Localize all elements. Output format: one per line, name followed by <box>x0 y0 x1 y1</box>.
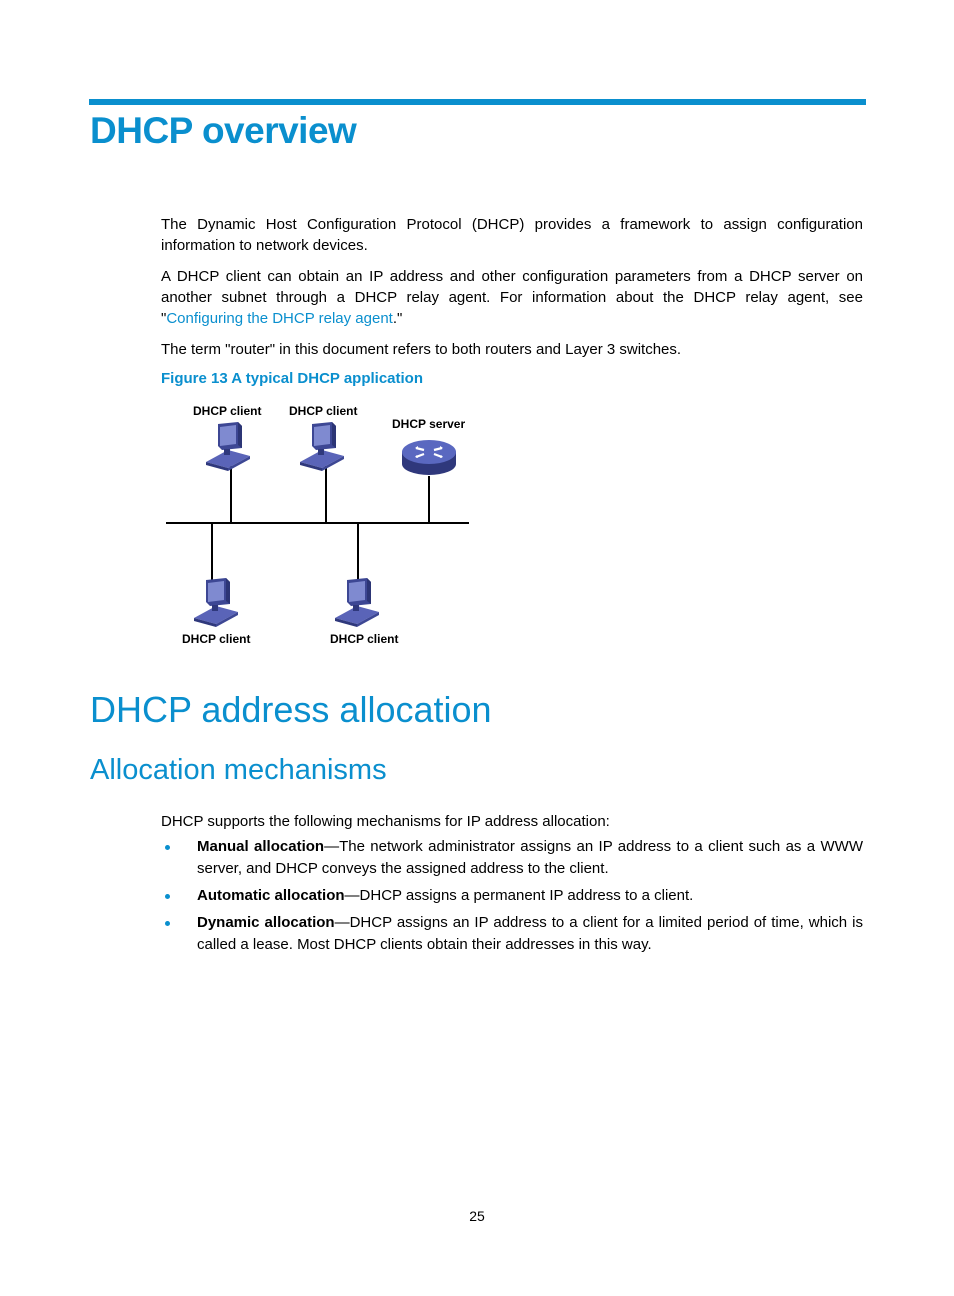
figure-caption: Figure 13 A typical DHCP application <box>161 370 424 387</box>
list-item <box>161 885 863 907</box>
list-item <box>161 836 863 880</box>
router-icon <box>402 440 456 475</box>
section-heading: DHCP address allocation <box>90 689 492 730</box>
bullet-icon <box>165 921 170 926</box>
allocation-intro: DHCP supports the following mechanisms for IP address allocation: <box>161 813 610 830</box>
bullet-text: —DHCP assigns an IP address to a client for a limited period of time, which is called a lease. Most DHCP clients obtain their addresses in this way. <box>197 914 863 953</box>
list-item <box>161 912 863 956</box>
bullet-term: Automatic allocation <box>197 887 345 904</box>
heading-rule <box>89 99 866 105</box>
relay-text: A DHCP client can obtain an IP address and other configuration parameters from a DHCP server on another subnet through a DHCP relay agent. For information about the DHCP relay agent, see " <box>161 268 863 327</box>
allocation-list <box>161 836 863 961</box>
label-client-bottom-right: DHCP client <box>330 632 399 646</box>
label-server: DHCP server <box>392 417 466 431</box>
dhcp-network-diagram <box>160 400 480 652</box>
relay-agent-link[interactable]: Configuring the DHCP relay agent <box>166 310 393 327</box>
bullet-icon <box>165 894 170 899</box>
pc-icon-client-1 <box>206 422 250 471</box>
label-client-top-mid: DHCP client <box>289 404 358 418</box>
page-title: DHCP overview <box>90 110 357 151</box>
bullet-term: Manual allocation <box>197 838 325 855</box>
bullet-text: —The network administrator assigns an IP address to a client such as a WWW server, and DHCP conveys the assigned address to the client. <box>197 838 863 877</box>
subsection-heading: Allocation mechanisms <box>90 754 387 786</box>
bullet-icon <box>165 845 170 850</box>
intro-paragraph-2 <box>161 266 863 329</box>
bullet-term: Dynamic allocation <box>197 914 335 931</box>
pc-icon-client-4 <box>335 578 379 627</box>
label-client-top-left: DHCP client <box>193 404 262 418</box>
pc-icon-client-3 <box>194 578 238 627</box>
intro-paragraph-1: The Dynamic Host Configuration Protocol (DHCP) provides a framework to assign configuration information to network devices. <box>161 216 863 254</box>
pc-icon-client-2 <box>300 422 344 471</box>
page-number: 25 <box>469 1208 485 1224</box>
bullet-text: —DHCP assigns a permanent IP address to a client. <box>344 887 694 904</box>
intro-paragraph-3: The term "router" in this document refers to both routers and Layer 3 switches. <box>161 341 682 358</box>
label-client-bottom-left: DHCP client <box>182 632 251 646</box>
relay-text-end: ." <box>392 310 403 327</box>
